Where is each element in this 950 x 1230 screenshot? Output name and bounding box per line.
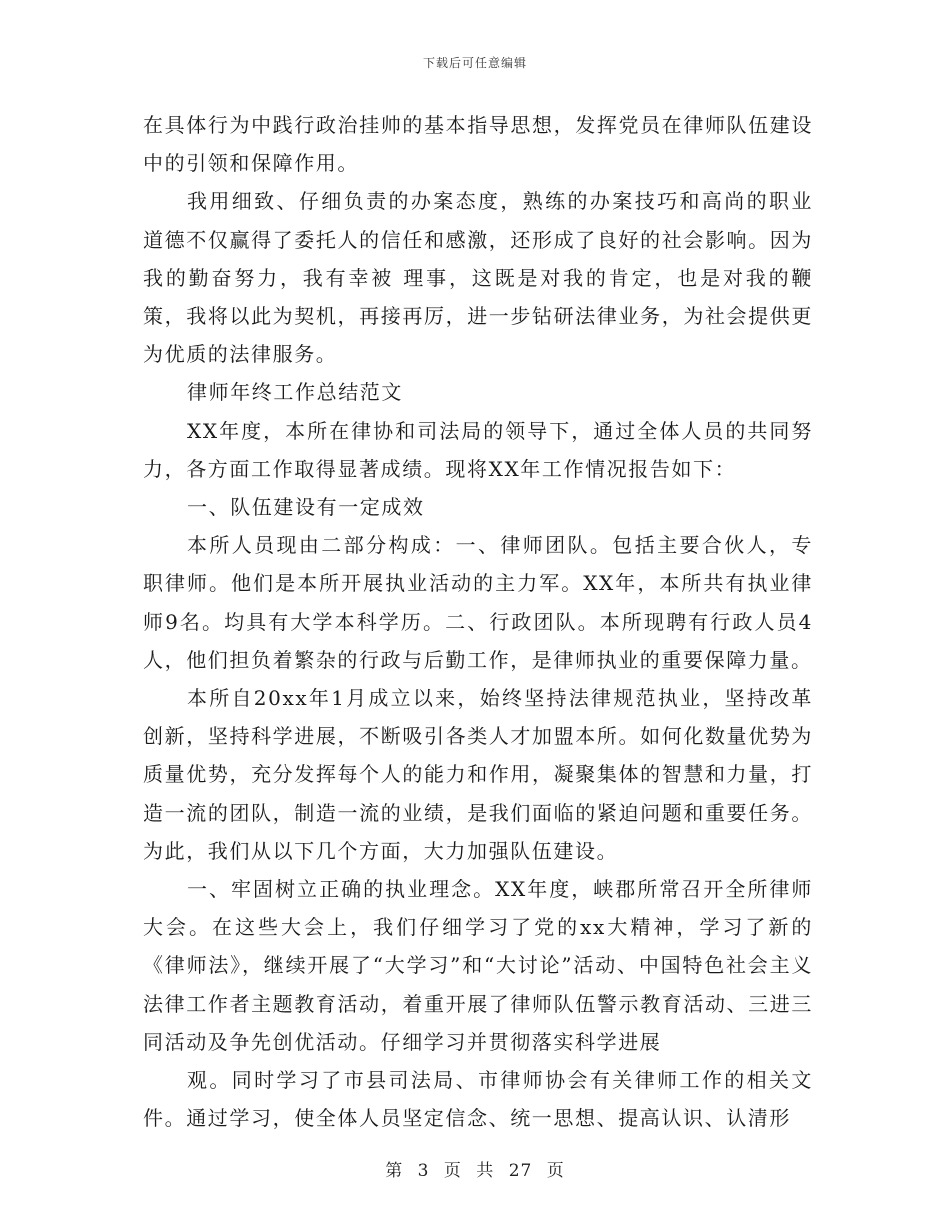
section-heading-1: 一、队伍建设有一定成效 [187,495,425,520]
page-header: 下载后可任意编辑 [422,56,527,70]
section-title: 律师年终工作总结范文 [187,380,403,405]
paragraph-7: 观。同时学习了市县司法局、市律师协会有关律师工作的相关文件。通过学习，使全体人员坚定信念、统一思想、提高认识、认清形 [143,1068,813,1131]
paragraph-3: XX年度，本所在律协和司法局的领导下，通过全体人员的共同努力，各方面工作取得显著成绩。现将XX年工作情况报告如下： [143,418,813,481]
paragraph-6: 一、牢固树立正确的执业理念。XX年度，峡郡所常召开全所律师大会。在这些大会上，我们仔细学习了党的xx大精神，学习了新的《律师法》，继续开展了“大学习”和“大讨论”活动、中国特色社会主义法律工作者主题教育活动，着重开展了律师队伍警示教育活动、三进三同活动及争先创优活动。仔细学习并贯彻落实科学进展 [143,877,813,1054]
paragraph-1: 在具体行为中践行政治挂帅的基本指导思想，发挥党员在律师队伍建设中的引领和保障作用。 [143,113,813,176]
page-number: 第 3 页 共 27 页 [385,1161,565,1181]
document-body [143,106,813,1137]
paragraph-4: 本所人员现由二部分构成：一、律师团队。包括主要合伙人，专职律师。他们是本所开展执业活动的主力军。XX年，本所共有执业律师9名。均具有大学本科学历。二、行政团队。本所现聘有行政人员4人，他们担负着繁杂的行政与后勤工作，是律师执业的重要保障力量。 [143,533,813,672]
paragraph-5: 本所自20xx年1月成立以来，始终坚持法律规范执业，坚持改革创新，坚持科学进展，不断吸引各类人才加盟本所。如何化数量优势为质量优势，充分发挥每个人的能力和作用，凝聚集体的智慧和力量，打造一流的团队，制造一流的业绩，是我们面临的紧迫问题和重要任务。为此，我们从以下几个方面，大力加强队伍建设。 [143,686,813,863]
paragraph-2: 我用细致、仔细负责的办案态度，熟练的办案技巧和高尚的职业道德不仅赢得了委托人的信任和感激，还形成了良好的社会影响。因为我的勤奋努力，我有幸被 理事，这既是对我的肯定，也是对我的鞭策，我将以此为契机，再接再厉，进一步钻研法律业务，为社会提供更为优质的法律服务。 [143,189,813,367]
